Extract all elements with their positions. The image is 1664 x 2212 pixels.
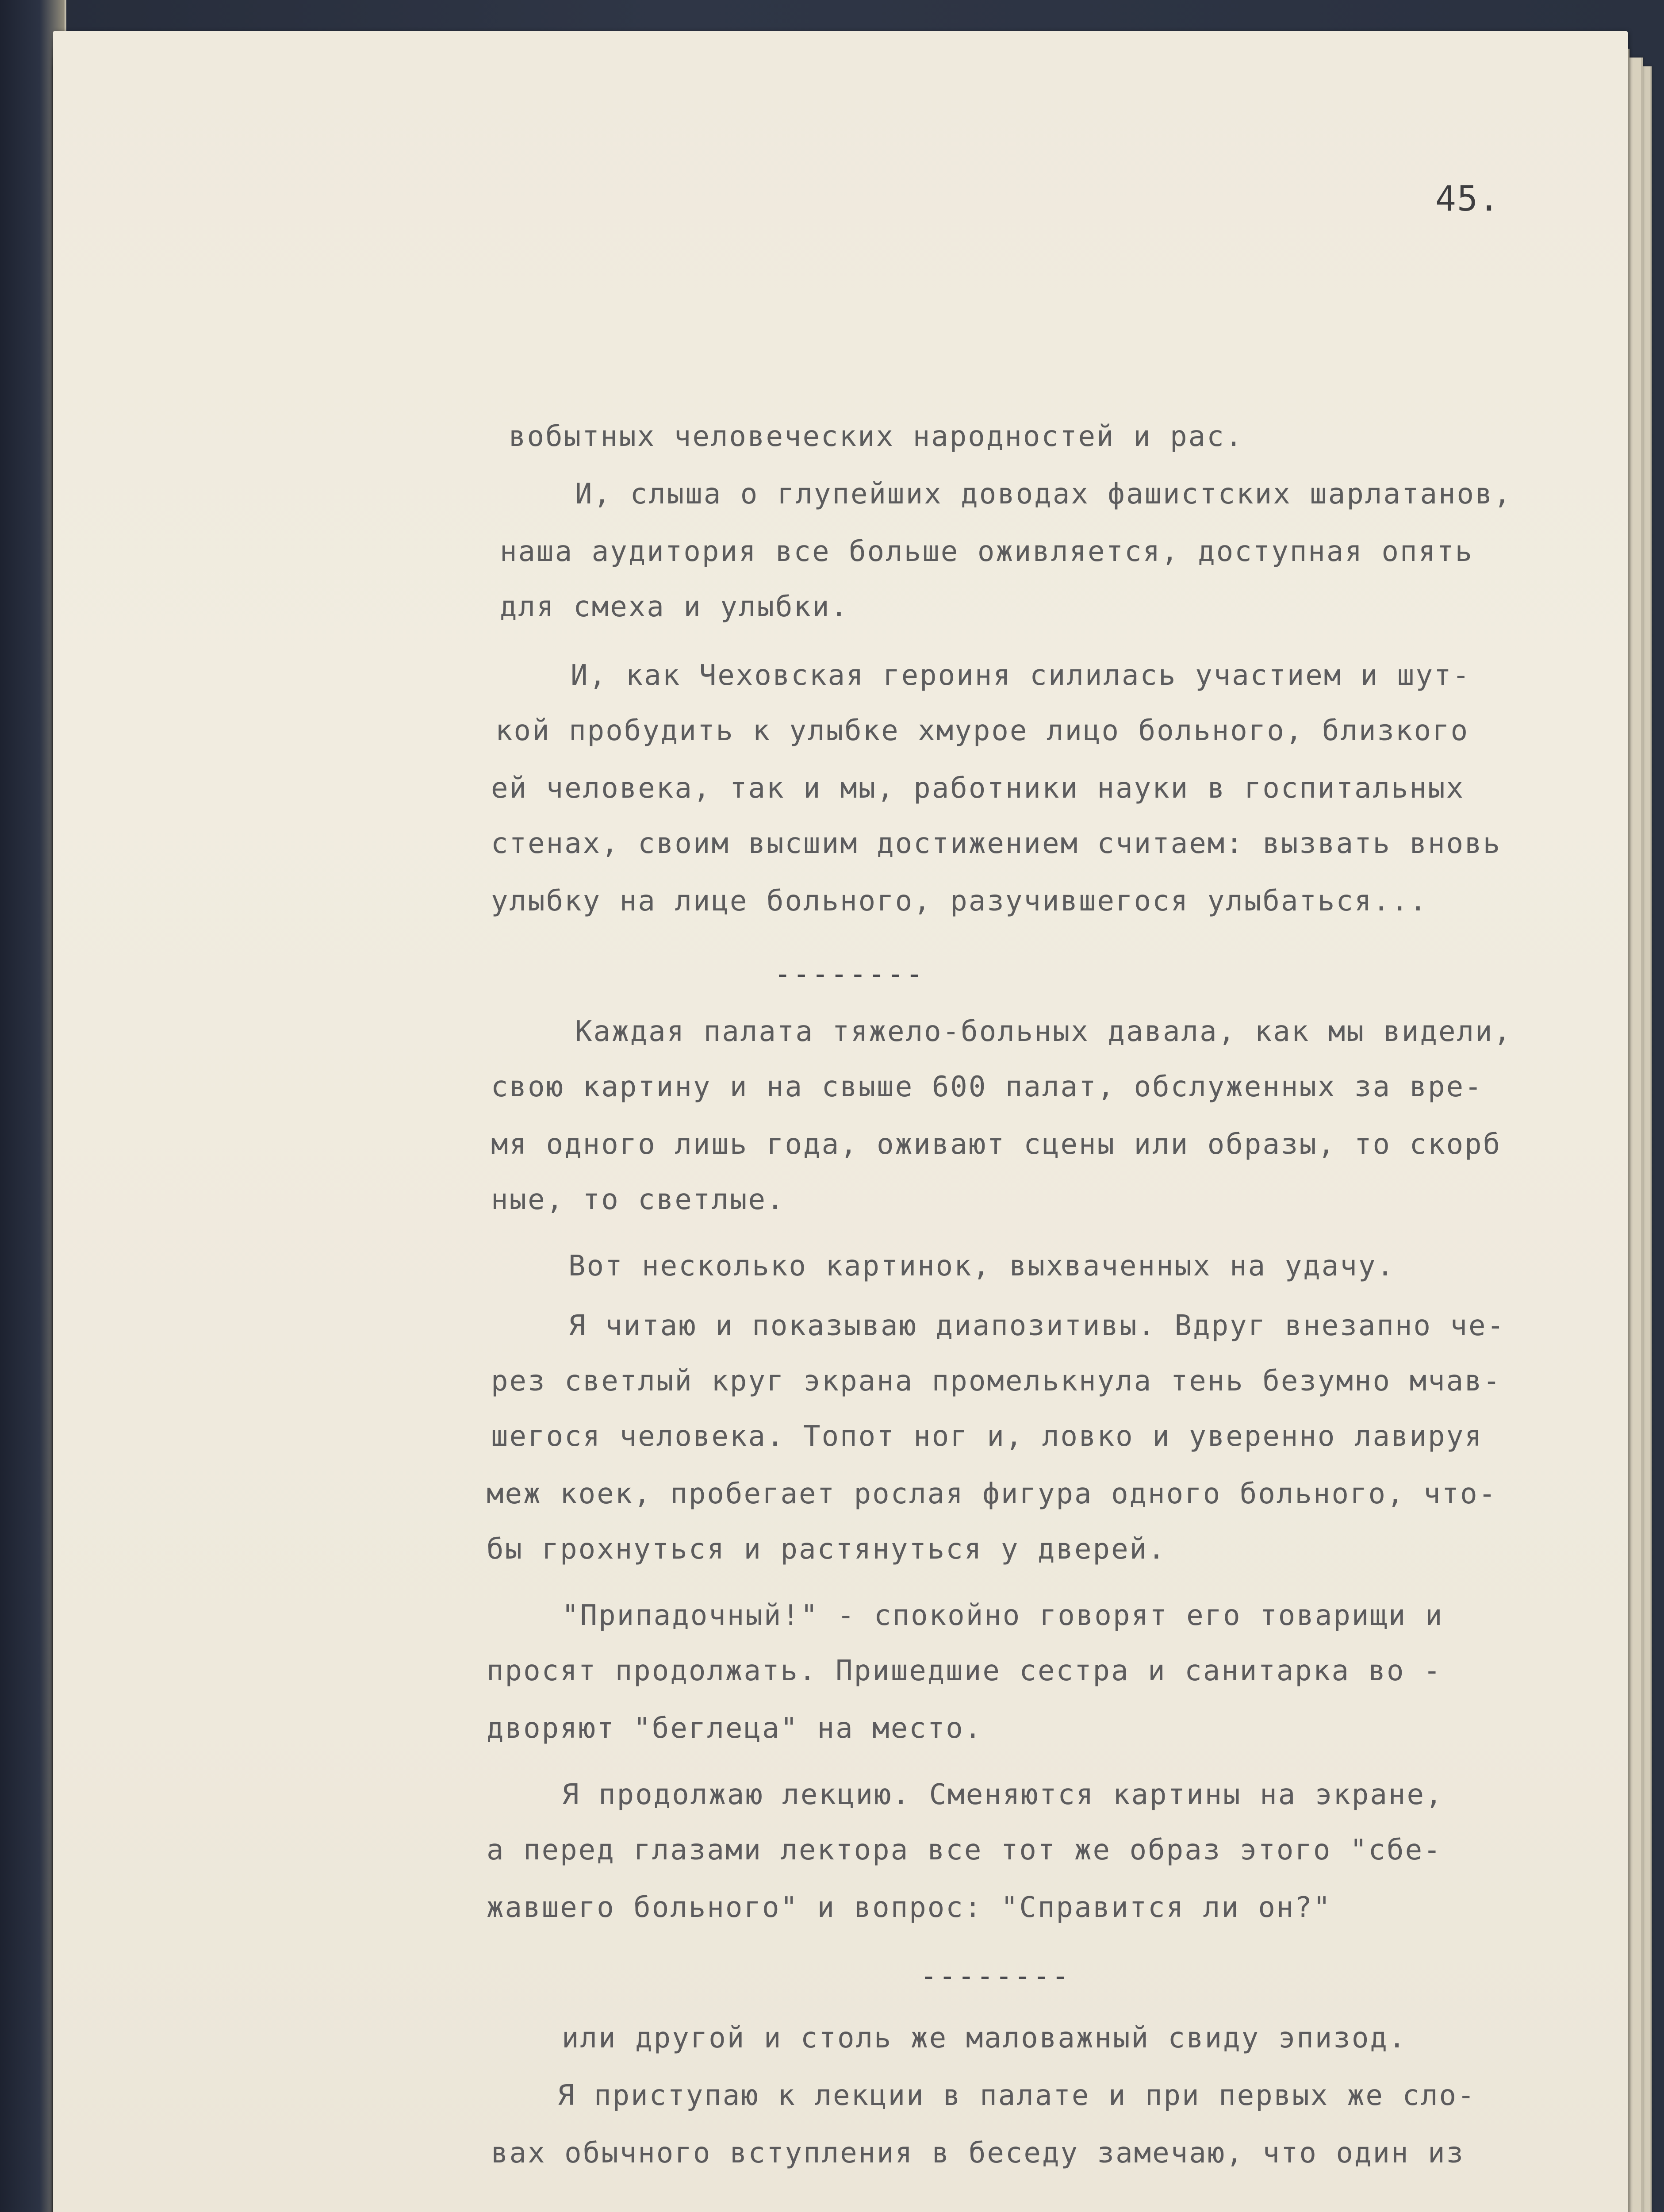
text-line: кой пробудить к улыбке хмурое лицо больного, близкого: [495, 714, 1469, 747]
section-separator: --------: [920, 1960, 1071, 1993]
text-line: "Припадочный!" - спокойно говорят его товарищи и: [562, 1599, 1444, 1632]
text-line: свою картину и на свыше 600 палат, обслуженных за вре-: [491, 1071, 1483, 1103]
text-line: ные, то светлые.: [491, 1183, 785, 1216]
text-line: Вот несколько картинок, выхваченных на удачу.: [568, 1250, 1395, 1283]
text-line: Я приступаю к лекции в палате и при первых же сло-: [557, 2079, 1476, 2112]
page-number: 45.: [1435, 179, 1500, 219]
text-line: просят продолжать. Пришедшие сестра и санитарка во -: [487, 1655, 1442, 1687]
typewritten-page: [53, 31, 1628, 2212]
text-line: вах обычного вступления в беседу замечаю, что один из: [491, 2137, 1465, 2170]
text-line: бы грохнуться и растянуться у дверей.: [487, 1533, 1166, 1566]
text-line: рез светлый круг экрана промелькнула тень безумно мчав-: [491, 1365, 1502, 1398]
text-line: а перед глазами лектора все тот же образ этого "сбе-: [487, 1834, 1442, 1866]
text-line: улыбку на лице больного, разучившегося улыбаться...: [491, 885, 1428, 918]
section-separator: --------: [774, 958, 925, 991]
text-line: И, как Чеховская героиня силилась участием и шут-: [571, 659, 1471, 692]
text-line: Я читаю и показываю диапозитивы. Вдруг внезапно че-: [568, 1310, 1506, 1342]
text-line: ей человека, так и мы, работники науки в госпитальных: [491, 772, 1465, 805]
text-line: шегося человека. Топот ног и, ловко и уверенно лавируя: [491, 1420, 1483, 1453]
text-line: меж коек, пробегает рослая фигура одного больного, что-: [487, 1478, 1497, 1510]
text-line: или другой и столь же маловажный свиду эпизод.: [562, 2022, 1407, 2055]
text-line: И, слыша о глупейших доводах фашистских шарлатанов,: [575, 478, 1512, 511]
text-line: наша аудитория все больше оживляется, доступная опять: [500, 535, 1474, 568]
text-line: вобытных человеческих народностей и рас.: [509, 420, 1244, 453]
text-line: жавшего больного" и вопрос: "Справится ли он?": [487, 1891, 1332, 1924]
text-line: стенах, своим высшим достижением считаем: вызвать вновь: [491, 827, 1502, 860]
text-line: мя одного лишь года, оживают сцены или образы, то скорб: [491, 1128, 1502, 1161]
text-line: Каждая палата тяжело-больных давала, как мы видели,: [575, 1015, 1512, 1048]
text-line: дворяют "беглеца" на место.: [487, 1712, 983, 1745]
text-line: для смеха и улыбки.: [500, 591, 849, 623]
text-line: Я продолжаю лекцию. Сменяются картины на экране,: [562, 1778, 1444, 1811]
